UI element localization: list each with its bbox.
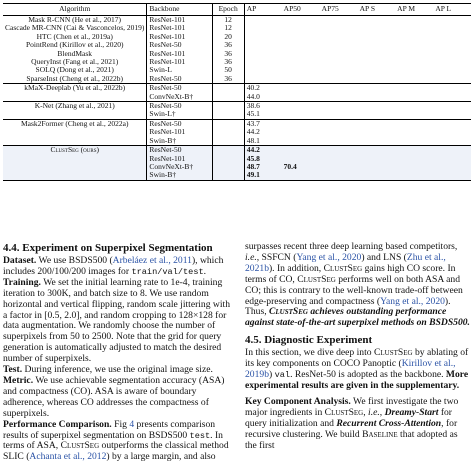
method-name: ClustSeg — [268, 306, 308, 318]
cell-ap75 — [320, 93, 358, 102]
p3-recurrent: Recurrent Cross-Attention — [336, 417, 442, 429]
cell-ap-l — [433, 137, 471, 146]
cell-ap75 — [320, 102, 358, 111]
dataset-text-2: ), which includes 200/100/200 images for — [3, 255, 224, 277]
cell-algorithm: HTC (Chen et al., 2019a) — [36, 31, 113, 41]
paragraph-diagnostic-intro — [245, 348, 471, 392]
cell-ap-s — [358, 50, 396, 58]
header-backbone: Backbone — [147, 4, 212, 16]
cell-ap — [244, 66, 281, 74]
paragraph-training — [3, 278, 235, 365]
p3-dreamy-start: Dreamy-Start — [384, 406, 439, 418]
cell-ap-s — [358, 155, 396, 163]
p2-text-4: . ResNet-50 is adopted as the backbone. — [290, 369, 446, 381]
cite-kirillov[interactable]: Kirillov et al., 2019b — [245, 358, 456, 381]
p2-text-2: by ablating of its key components on COCO Panoptic ( — [245, 347, 469, 370]
cell-ap-l — [433, 163, 471, 171]
cell-ap-m — [395, 171, 433, 180]
cell-ap50 — [282, 171, 320, 180]
header-ap-m: AP M — [395, 4, 433, 16]
cite-arbelaez[interactable]: Arbeláez et al., 2011 — [112, 255, 192, 266]
table-row — [3, 119, 471, 128]
cell-ap: 48.7 — [244, 163, 281, 171]
cell-epoch: 36 — [212, 50, 244, 58]
cite-achanta[interactable]: Achanta et al., 2012 — [29, 451, 107, 463]
method-name: ClustSeg — [297, 273, 336, 285]
cell-ap — [244, 50, 281, 58]
cell-ap75 — [320, 75, 358, 84]
cell-epoch: 36 — [212, 58, 244, 66]
paragraph-performance — [3, 420, 235, 463]
cell-ap75 — [320, 146, 358, 155]
header-algorithm: Algorithm — [3, 4, 147, 16]
cell-ap50 — [282, 137, 320, 146]
cell-ap75 — [320, 163, 358, 171]
cell-ap-s — [358, 41, 396, 49]
perf-text-3: . In terms of ASA, — [3, 429, 223, 452]
cell-ap-s — [358, 33, 396, 41]
cell-ap-l — [433, 58, 471, 66]
cell-ap-m — [395, 155, 433, 163]
cell-ap-m — [395, 102, 433, 111]
cell-ap-l — [433, 50, 471, 58]
table-header-row — [3, 4, 471, 16]
header-ap50: AP50 — [282, 4, 320, 16]
cell-ap50 — [282, 58, 320, 66]
table-row — [3, 155, 471, 163]
p1-claim: achieves outstanding performance against state-of-the-art superpixel methods on BSDS500. — [245, 306, 470, 329]
cell-ap-m — [395, 33, 433, 41]
label-performance: Performance Comparison. — [3, 418, 112, 430]
cell-epoch — [212, 84, 244, 93]
section-title-superpixel: 4.4. Experiment on Superpixel Segmentation — [3, 242, 213, 254]
cell-ap50 — [282, 24, 320, 32]
cell-ap75 — [320, 66, 358, 74]
cell-ap: 45.1 — [246, 109, 260, 119]
cell-backbone: ResNet-101 — [147, 24, 212, 32]
cell-ap-m — [395, 16, 433, 25]
p1-text-1: surpasses recent three deep learning based competitors, — [245, 241, 458, 252]
cell-epoch — [212, 137, 244, 146]
cell-ap: 44.2 — [244, 146, 281, 155]
right-column — [245, 242, 471, 451]
cell-backbone: ResNet-101 — [147, 58, 212, 66]
p1-ie: i.e., — [245, 251, 260, 263]
cell-backbone: ResNet-50 — [147, 119, 212, 128]
cell-ap: 49.1 — [244, 171, 281, 180]
header-ap-l: AP L — [433, 4, 471, 16]
perf-text-4: outperforms the classical method SLIC ( — [3, 440, 229, 463]
cell-ap50: 70.4 — [282, 163, 320, 171]
cell-backbone: ResNet-50 — [147, 102, 212, 111]
header-ap: AP — [244, 4, 281, 16]
cell-ap-s — [358, 110, 396, 119]
cell-ap-m — [395, 110, 433, 119]
cell-ap75 — [320, 128, 358, 136]
cell-backbone: ResNet-50 — [147, 146, 212, 155]
cell-ap-l — [433, 110, 471, 119]
cell-epoch — [212, 155, 244, 163]
cell-ap-m — [395, 58, 433, 66]
cell-backbone: ResNet-50 — [147, 41, 212, 49]
cell-algorithm: Cascade MR-CNN (Cai & Vasconcelos, 2019) — [5, 23, 145, 33]
method-name: ClustSeg — [323, 262, 363, 274]
cell-backbone: ResNet-101 — [147, 16, 212, 25]
cell-ap-s — [358, 16, 396, 25]
cell-ap50 — [282, 93, 320, 102]
cell-ap50 — [282, 146, 320, 155]
cell-ap-m — [395, 84, 433, 93]
cell-ap50 — [282, 50, 320, 58]
cell-ap50 — [282, 66, 320, 74]
p3-text-2: for query initialization and — [245, 406, 453, 429]
cell-ap: 48.1 — [246, 135, 260, 145]
cell-algorithm — [3, 128, 147, 136]
cell-ap75 — [320, 41, 358, 49]
cell-epoch: 36 — [212, 41, 244, 49]
cell-ap75 — [320, 110, 358, 119]
cell-ap-s — [358, 102, 396, 111]
paragraph-metric — [3, 376, 235, 420]
cell-algorithm: PointRend (Kirillov et al., 2020) — [25, 40, 124, 50]
method-name: ClustSeg — [373, 347, 413, 359]
cell-epoch: 12 — [212, 16, 244, 25]
metric-text: We use achievable segmentation accuracy (ASA) and compactness (CO). ASA is aware of boundary adherence, whereas CO addresses the compactness of superpixels. — [3, 374, 225, 419]
cell-ap-s — [358, 66, 396, 74]
cell-backbone: ResNet-50 — [147, 84, 212, 93]
cell-ap: 44.0 — [246, 91, 260, 101]
label-key-component: Key Component Analysis. — [245, 395, 351, 407]
cell-algorithm: Mask2Former (Cheng et al., 2022a) — [3, 119, 147, 128]
cell-epoch: 20 — [212, 33, 244, 41]
cell-algorithm: kMaX-Deeplab (Yu et al., 2022b) — [3, 84, 147, 93]
cell-algorithm — [3, 163, 147, 171]
cell-ap-l — [433, 171, 471, 180]
table-row — [3, 163, 471, 171]
label-training: Training. — [3, 276, 41, 288]
cell-ap-l — [433, 102, 471, 111]
cell-ap50 — [282, 84, 320, 93]
label-dataset: Dataset. — [3, 255, 37, 266]
table-row — [3, 102, 471, 111]
table-row — [3, 128, 471, 136]
cell-backbone: ResNet-101 — [147, 50, 212, 58]
cell-ap75 — [320, 50, 358, 58]
cell-backbone: ConvNeXt-B† — [147, 93, 212, 102]
paragraph-key-component: Key Component Analysis. We first investigate the two major ingredients in ClustSeg, i.e., Dreamy-Start for query initialization and Recurrent Cross-Attention, for recursive clustering. We build Baseline that adopted as the first — [245, 395, 459, 451]
method-name: ClustSeg — [60, 440, 100, 452]
cell-ap50 — [282, 119, 320, 128]
cell-ap — [244, 16, 281, 25]
header-epoch: Epoch — [212, 4, 244, 16]
cell-ap-m — [395, 119, 433, 128]
cell-ap-m — [395, 66, 433, 74]
cell-ap75 — [320, 33, 358, 41]
cell-ap75 — [320, 84, 358, 93]
cite-yang-2[interactable]: Yang et al., 2020 — [380, 295, 445, 307]
cell-ap-s — [358, 119, 396, 128]
training-text: We set the initial learning rate to 1e-4, training iteration to 300K, and batch size to 8. We use random horizontal and vertical flipping, random scale jittering with a factor in [0.5, 2.0], and random cropping to 128×128 for data augmentation. We randomly choose the number of superpixels from 50 to 2500. Note that the grid for query generation is automatically adjusted to match the desired number of superpixels. — [3, 276, 230, 365]
p2-split: val — [274, 370, 291, 381]
paragraph-dataset — [3, 256, 235, 278]
perf-text-2: presents comparison results of superpixel segmentation on BSDS500 — [3, 418, 216, 441]
cell-epoch — [212, 102, 244, 111]
method-name: ClustSeg — [324, 406, 364, 418]
p1-text-5: gains high CO score. In terms of CO, — [245, 262, 456, 285]
cell-ap-m — [395, 75, 433, 84]
cell-epoch: 36 — [212, 75, 244, 84]
cell-ap — [244, 24, 281, 32]
cell-ap-l — [433, 24, 471, 32]
paragraph-superpixel-results — [245, 242, 471, 329]
table-row — [3, 146, 471, 155]
cell-backbone: Swin-B† — [147, 137, 212, 146]
cell-backbone: ResNet-101 — [147, 155, 212, 163]
table-row — [3, 171, 471, 180]
p1-text-2: SSFCN ( — [259, 251, 297, 263]
cell-backbone: ResNet-101 — [147, 128, 212, 136]
cell-ap75 — [320, 119, 358, 128]
cell-ap50 — [282, 110, 320, 119]
cell-ap-l — [433, 128, 471, 136]
p3-text-4: that adopted as the first — [245, 428, 458, 451]
p3-text-1: We first investigate the two major ingredients in — [245, 395, 459, 418]
cell-epoch — [212, 171, 244, 180]
results-table — [3, 3, 471, 181]
cell-ap-s — [358, 75, 396, 84]
cell-ap-s — [358, 128, 396, 136]
cell-backbone: ConvNeXt-B† — [147, 163, 212, 171]
cell-ap50 — [282, 16, 320, 25]
cell-ap75 — [320, 137, 358, 146]
cell-ap — [244, 33, 281, 41]
header-ap75: AP75 — [320, 4, 358, 16]
dataset-text-3: . — [203, 265, 207, 277]
cell-ap75 — [320, 24, 358, 32]
cell-ap-l — [433, 33, 471, 41]
cell-ap-m — [395, 146, 433, 155]
cell-ap-m — [395, 41, 433, 49]
cell-ap — [244, 41, 281, 49]
cell-ap50 — [282, 102, 320, 111]
cell-ap — [244, 58, 281, 66]
label-test: Test. — [3, 364, 23, 376]
cell-ap-m — [395, 24, 433, 32]
perf-split: test — [189, 430, 211, 441]
cell-ap-l — [433, 41, 471, 49]
cell-ap-l — [433, 66, 471, 74]
test-text: During inference, we use the original image size. — [24, 364, 213, 376]
cell-backbone: ResNet-50 — [147, 75, 212, 84]
dataset-text-1: We use BSDS500 ( — [38, 255, 113, 266]
cell-algorithm: Mask R-CNN (He et al., 2017) — [3, 16, 147, 25]
cell-epoch — [212, 93, 244, 102]
cell-ap75 — [320, 155, 358, 163]
section-title-diagnostic: 4.5. Diagnostic Experiment — [245, 334, 373, 347]
cell-algorithm — [3, 171, 147, 180]
fig-ref[interactable]: 4 — [129, 418, 135, 430]
cell-epoch — [212, 119, 244, 128]
p3-baseline: Baseline — [362, 428, 398, 440]
left-column — [3, 242, 235, 463]
table-body — [3, 16, 471, 181]
cell-ap-s — [358, 146, 396, 155]
cell-ap-m — [395, 50, 433, 58]
cell-epoch — [212, 110, 244, 119]
p3-ie: i.e., — [368, 406, 383, 418]
cell-ap-l — [433, 16, 471, 25]
cell-ap: 38.6 — [244, 102, 281, 111]
perf-text-5: ) by a large margin, and also — [106, 451, 216, 463]
cell-ap-l — [433, 146, 471, 155]
cell-ap: 43.7 — [244, 119, 281, 128]
cell-algorithm — [3, 155, 147, 163]
p1-text-7: ). Thus, — [245, 295, 451, 318]
cell-epoch: 12 — [212, 24, 244, 32]
cell-ap: 40.2 — [244, 84, 281, 93]
cell-ap75 — [320, 58, 358, 66]
cell-algorithm: K-Net (Zhang et al., 2021) — [3, 102, 147, 111]
perf-text-1: Fig — [114, 418, 130, 430]
cell-algorithm: SparseInst (Cheng et al., 2022b) — [26, 73, 124, 83]
cell-backbone: Swin-B† — [147, 171, 212, 180]
p2-text-3: ) — [268, 369, 275, 381]
cell-ap50 — [282, 33, 320, 41]
cell-algorithm: QueryInst (Fang et al., 2021) — [31, 57, 119, 67]
cell-epoch: 50 — [212, 66, 244, 74]
p1-text-6: performs well on both ASA and CO; this is contrary to the well-known trade-off between edge-preserving and compactness ( — [245, 273, 463, 307]
cell-backbone: Swin-L — [147, 66, 212, 74]
label-metric: Metric. — [3, 374, 34, 386]
cell-ap50 — [282, 41, 320, 49]
table-row — [3, 84, 471, 93]
p1-text-3: ) and LNS ( — [361, 251, 407, 263]
cell-ap-s — [358, 171, 396, 180]
cell-algorithm: ClustSeg (ours) — [3, 146, 147, 155]
cell-algorithm: SOLQ (Dong et al., 2021) — [35, 65, 114, 75]
dataset-split: train/val/test — [131, 266, 204, 277]
cell-ap75 — [320, 16, 358, 25]
cell-ap-s — [358, 24, 396, 32]
cell-ap75 — [320, 171, 358, 180]
cell-ap-s — [358, 137, 396, 146]
cell-epoch — [212, 163, 244, 171]
cite-yang-1[interactable]: Yang et al., 2020 — [296, 251, 362, 263]
cell-ap: 44.2 — [246, 127, 260, 137]
cell-ap-m — [395, 93, 433, 102]
cell-epoch — [212, 146, 244, 155]
cell-ap-l — [433, 75, 471, 84]
cell-ap-l — [433, 119, 471, 128]
cite-zhu[interactable]: Zhu et al., 2021b — [245, 251, 446, 274]
cell-ap-m — [395, 128, 433, 136]
p1-text-4: ). In addition, — [268, 262, 324, 274]
cell-ap-s — [358, 84, 396, 93]
p2-supplementary: More experimental results are given in the supplementary. — [245, 369, 469, 391]
header-ap-s: AP S — [358, 4, 396, 16]
cell-ap-s — [358, 93, 396, 102]
cell-ap50 — [282, 75, 320, 84]
p2-text-1: In this section, we dive deep into — [245, 347, 374, 359]
cell-ap-l — [433, 93, 471, 102]
cell-epoch — [212, 128, 244, 136]
cell-backbone: ResNet-101 — [147, 33, 212, 41]
cell-ap-m — [395, 163, 433, 171]
cell-ap50 — [282, 128, 320, 136]
cell-ap-s — [358, 163, 396, 171]
cell-ap: 45.8 — [244, 155, 281, 163]
cell-backbone: Swin-L† — [147, 110, 212, 119]
cell-ap-s — [358, 58, 396, 66]
cell-ap-m — [395, 137, 433, 146]
cell-ap-l — [433, 84, 471, 93]
cell-algorithm: BlendMask — [57, 48, 92, 58]
p3-text-3: , for recursive clustering. We build — [245, 417, 458, 440]
cell-ap-l — [433, 155, 471, 163]
